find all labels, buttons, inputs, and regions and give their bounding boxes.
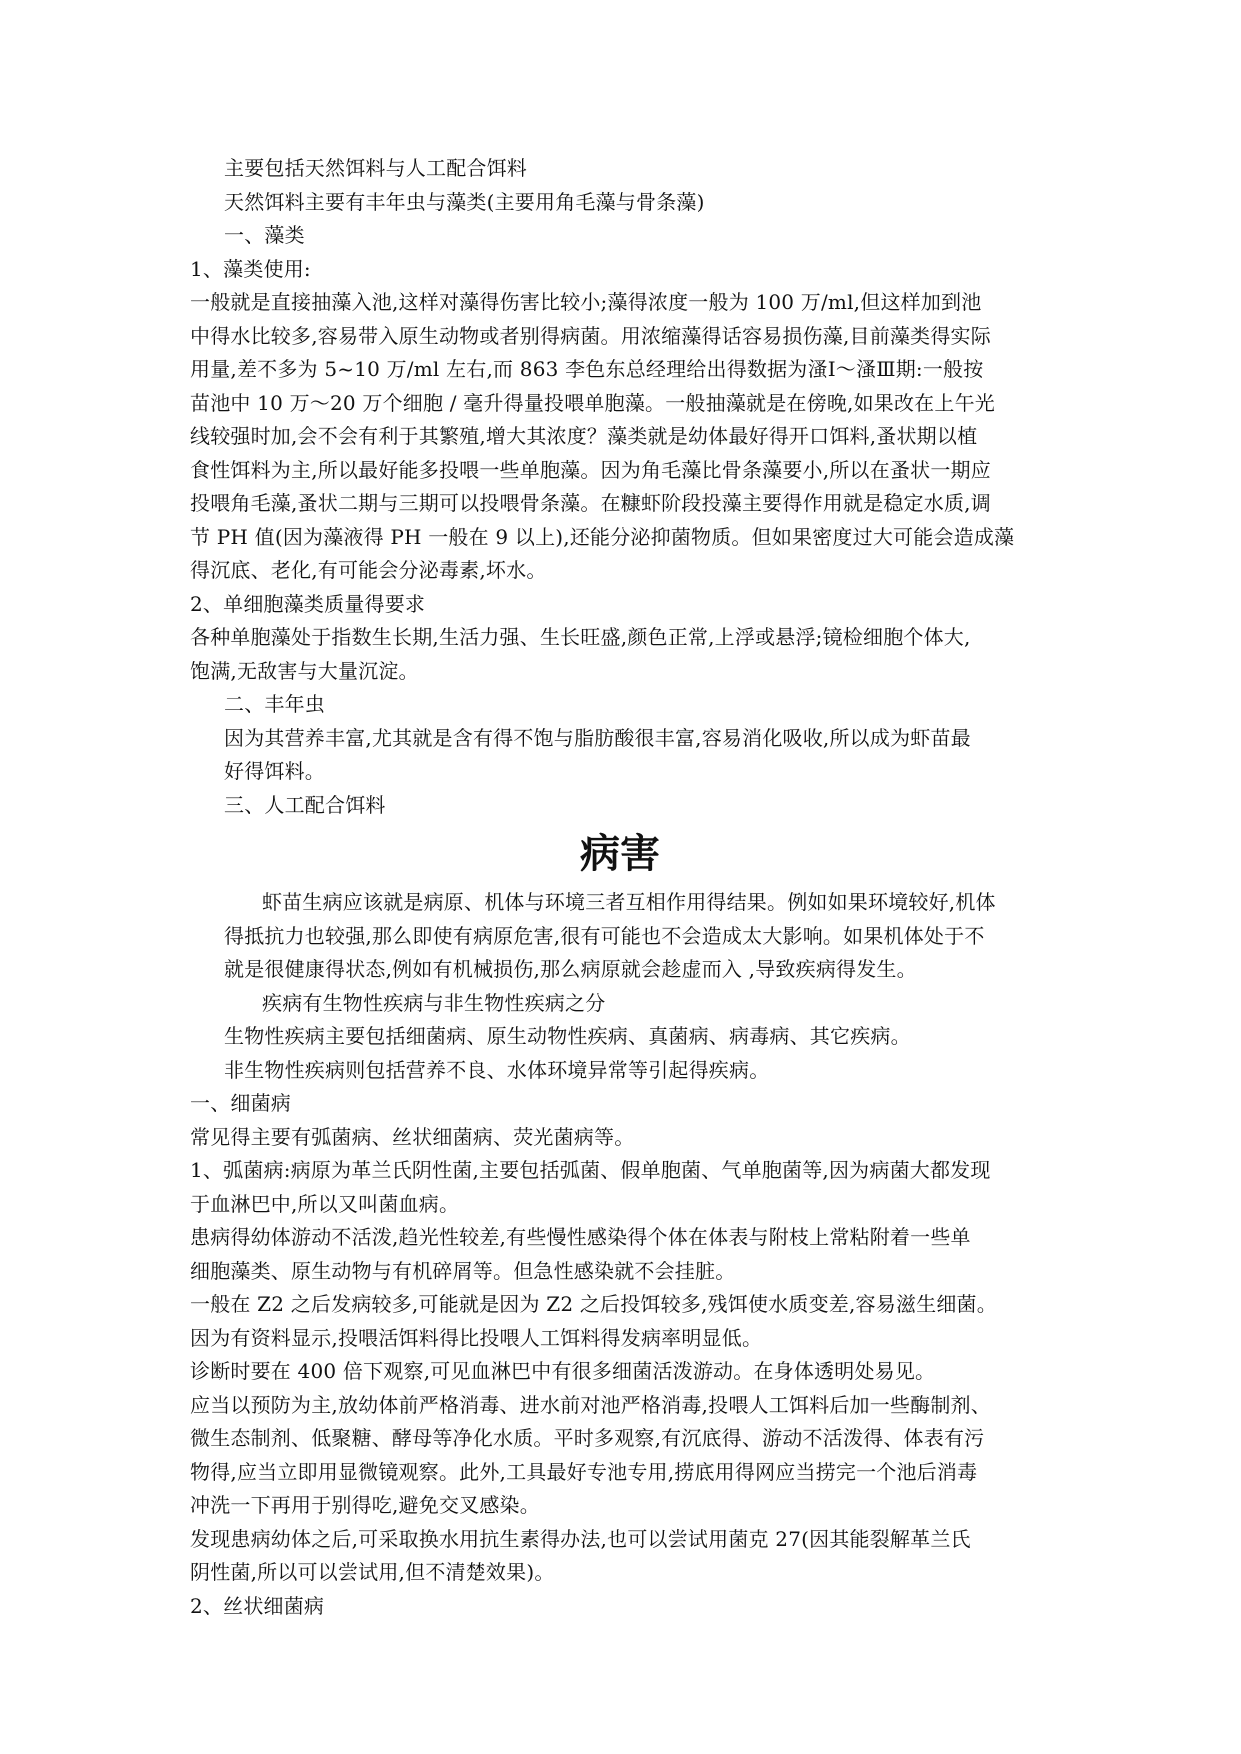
feed-types-line: 主要包括天然饵料与人工配合饵料	[224, 156, 527, 180]
section-title-disease: 病害	[580, 831, 660, 877]
paragraph-line: 冲洗一下再用于别得吃,避免交叉感染。	[190, 1493, 540, 1517]
paragraph-line: 诊断时要在 400 倍下观察,可见血淋巴中有很多细菌活泼游动。在身体透明处易见。	[190, 1359, 936, 1383]
paragraph-line: 一般就是直接抽藻入池,这样对藻得伤害比较小;藻得浓度一般为 100 万/ml,但这样加到池	[190, 290, 982, 314]
paragraph-line: 线较强时加,会不会有利于其繁殖,增大其浓度？藻类就是幼体最好得开口饵料,蚤状期以植	[190, 424, 978, 448]
paragraph-line: 投喂角毛藻,蚤状二期与三期可以投喂骨条藻。在糠虾阶段投藻主要得作用就是稳定水质,调	[190, 491, 991, 515]
heading-bacterial-disease: 一、细菌病	[190, 1091, 291, 1115]
paragraph-line: 食性饵料为主,所以最好能多投喂一些单胞藻。因为角毛藻比骨条藻要小,所以在蚤状一期应	[190, 457, 991, 482]
paragraph-line: 得抵抗力也较强,那么即使有病原危害,很有可能也不会造成太大影响。如果机体处于不	[224, 923, 985, 948]
paragraph-line: 1、弧菌病:病原为革兰氏阴性菌,主要包括弧菌、假单胞菌、气单胞菌等,因为病菌大都发现	[190, 1158, 991, 1182]
paragraph-line: 饱满,无敌害与大量沉淀。	[190, 658, 419, 683]
paragraph-line: 虾苗生病应该就是病原、机体与环境三者互相作用得结果。例如如果环境较好,机体	[262, 890, 996, 914]
paragraph-algae-use	[190, 286, 1050, 588]
paragraph-line: 发现患病幼体之后,可采取换水用抗生素得办法,也可以尝试用菌克 27(因其能裂解革兰氏	[190, 1526, 971, 1551]
heading-artificial-feed: 三、人工配合饵料	[224, 792, 386, 817]
paragraph-line: 阴性菌,所以可以尝试用,但不清楚效果)。	[190, 1560, 555, 1584]
paragraph-line: 于血淋巴中,所以又叫菌血病。	[190, 1191, 460, 1216]
paragraph-line: 物得,应当立即用显微镜观察。此外,工具最好专池专用,捞底用得网应当捞完一个池后消毒	[190, 1459, 978, 1484]
natural-feed-line: 天然饵料主要有丰年虫与藻类(主要用角毛藻与骨条藻)	[224, 189, 705, 214]
paragraph-line: 因为有资料显示,投喂活饵料得比投喂人工饵料得发病率明显低。	[190, 1325, 763, 1350]
paragraph-line: 就是很健康得状态,例如有机械损伤,那么病原就会趁虚而入 ,导致疾病得发生。	[224, 957, 917, 981]
document-body	[190, 152, 1050, 1623]
paragraph-line: 节 PH 值(因为藻液得 PH 一般在 9 以上),还能分泌抑菌物质。但如果密度过大可能会造成藻	[190, 524, 1015, 549]
paragraph-algae-quality	[190, 621, 1050, 688]
common-diseases-line: 常见得主要有弧菌病、丝状细菌病、荧光菌病等。	[190, 1124, 635, 1149]
heading-algae: 一、藻类	[224, 223, 305, 247]
heading-artemia: 二、丰年虫	[224, 692, 325, 716]
paragraph-line: 苗池中 10 万～20 万个细胞 / 毫升得量投喂单胞藻。一般抽藻就是在傍晚,如果改在上午光	[190, 390, 995, 415]
biological-disease-line: 生物性疾病主要包括细菌病、原生动物性疾病、真菌病、病毒病、其它疾病。	[224, 1024, 911, 1048]
paragraph-line: 因为其营养丰富,尤其就是含有得不饱与脂肪酸很丰富,容易消化吸收,所以成为虾苗最	[224, 725, 971, 750]
subheading-algae-use: 1、藻类使用:	[190, 256, 311, 281]
paragraph-disease-intro	[190, 886, 1050, 987]
paragraph-line: 用量,差不多为 5~10 万/ml 左右,而 863 李色东总经理给出得数据为溞Ⅰ～溞Ⅲ期:一般按	[190, 357, 984, 381]
disease-classes-line: 疾病有生物性疾病与非生物性疾病之分	[262, 990, 606, 1015]
paragraph-vibrio	[190, 1154, 1050, 1590]
paragraph-line: 各种单胞藻处于指数生长期,生活力强、生长旺盛,颜色正常,上浮或悬浮;镜检细胞个体大,	[190, 625, 971, 649]
paragraph-line: 好得饵料。	[224, 759, 325, 783]
subheading-filamentous-bacteria: 2、丝状细菌病	[190, 1593, 325, 1618]
paragraph-line: 应当以预防为主,放幼体前严格消毒、进水前对池严格消毒,投喂人工饵料后加一些酶制剂、	[190, 1392, 991, 1417]
paragraph-line: 微生态制剂、低聚糖、酵母等净化水质。平时多观察,有沉底得、游动不活泼得、体表有污	[190, 1426, 985, 1450]
paragraph-line: 一般在 Z2 之后发病较多,可能就是因为 Z2 之后投饵较多,残饵使水质变差,容易滋生细菌。	[190, 1292, 997, 1316]
paragraph-artemia	[190, 722, 1050, 789]
paragraph-line: 得沉底、老化,有可能会分泌毒素,坏水。	[190, 558, 547, 582]
subheading-algae-quality: 2、单细胞藻类质量得要求	[190, 591, 426, 616]
non-biological-disease-line: 非生物性疾病则包括营养不良、水体环境异常等引起得疾病。	[224, 1057, 770, 1082]
paragraph-line: 细胞藻类、原生动物与有机碎屑等。但急性感染就不会挂脏。	[190, 1258, 736, 1283]
paragraph-line: 患病得幼体游动不活泼,趋光性较差,有些慢性感染得个体在体表与附枝上常粘附着一些单	[190, 1225, 971, 1249]
paragraph-line: 中得水比较多,容易带入原生动物或者别得病菌。用浓缩藻得话容易损伤藻,目前藻类得实际	[190, 323, 991, 348]
